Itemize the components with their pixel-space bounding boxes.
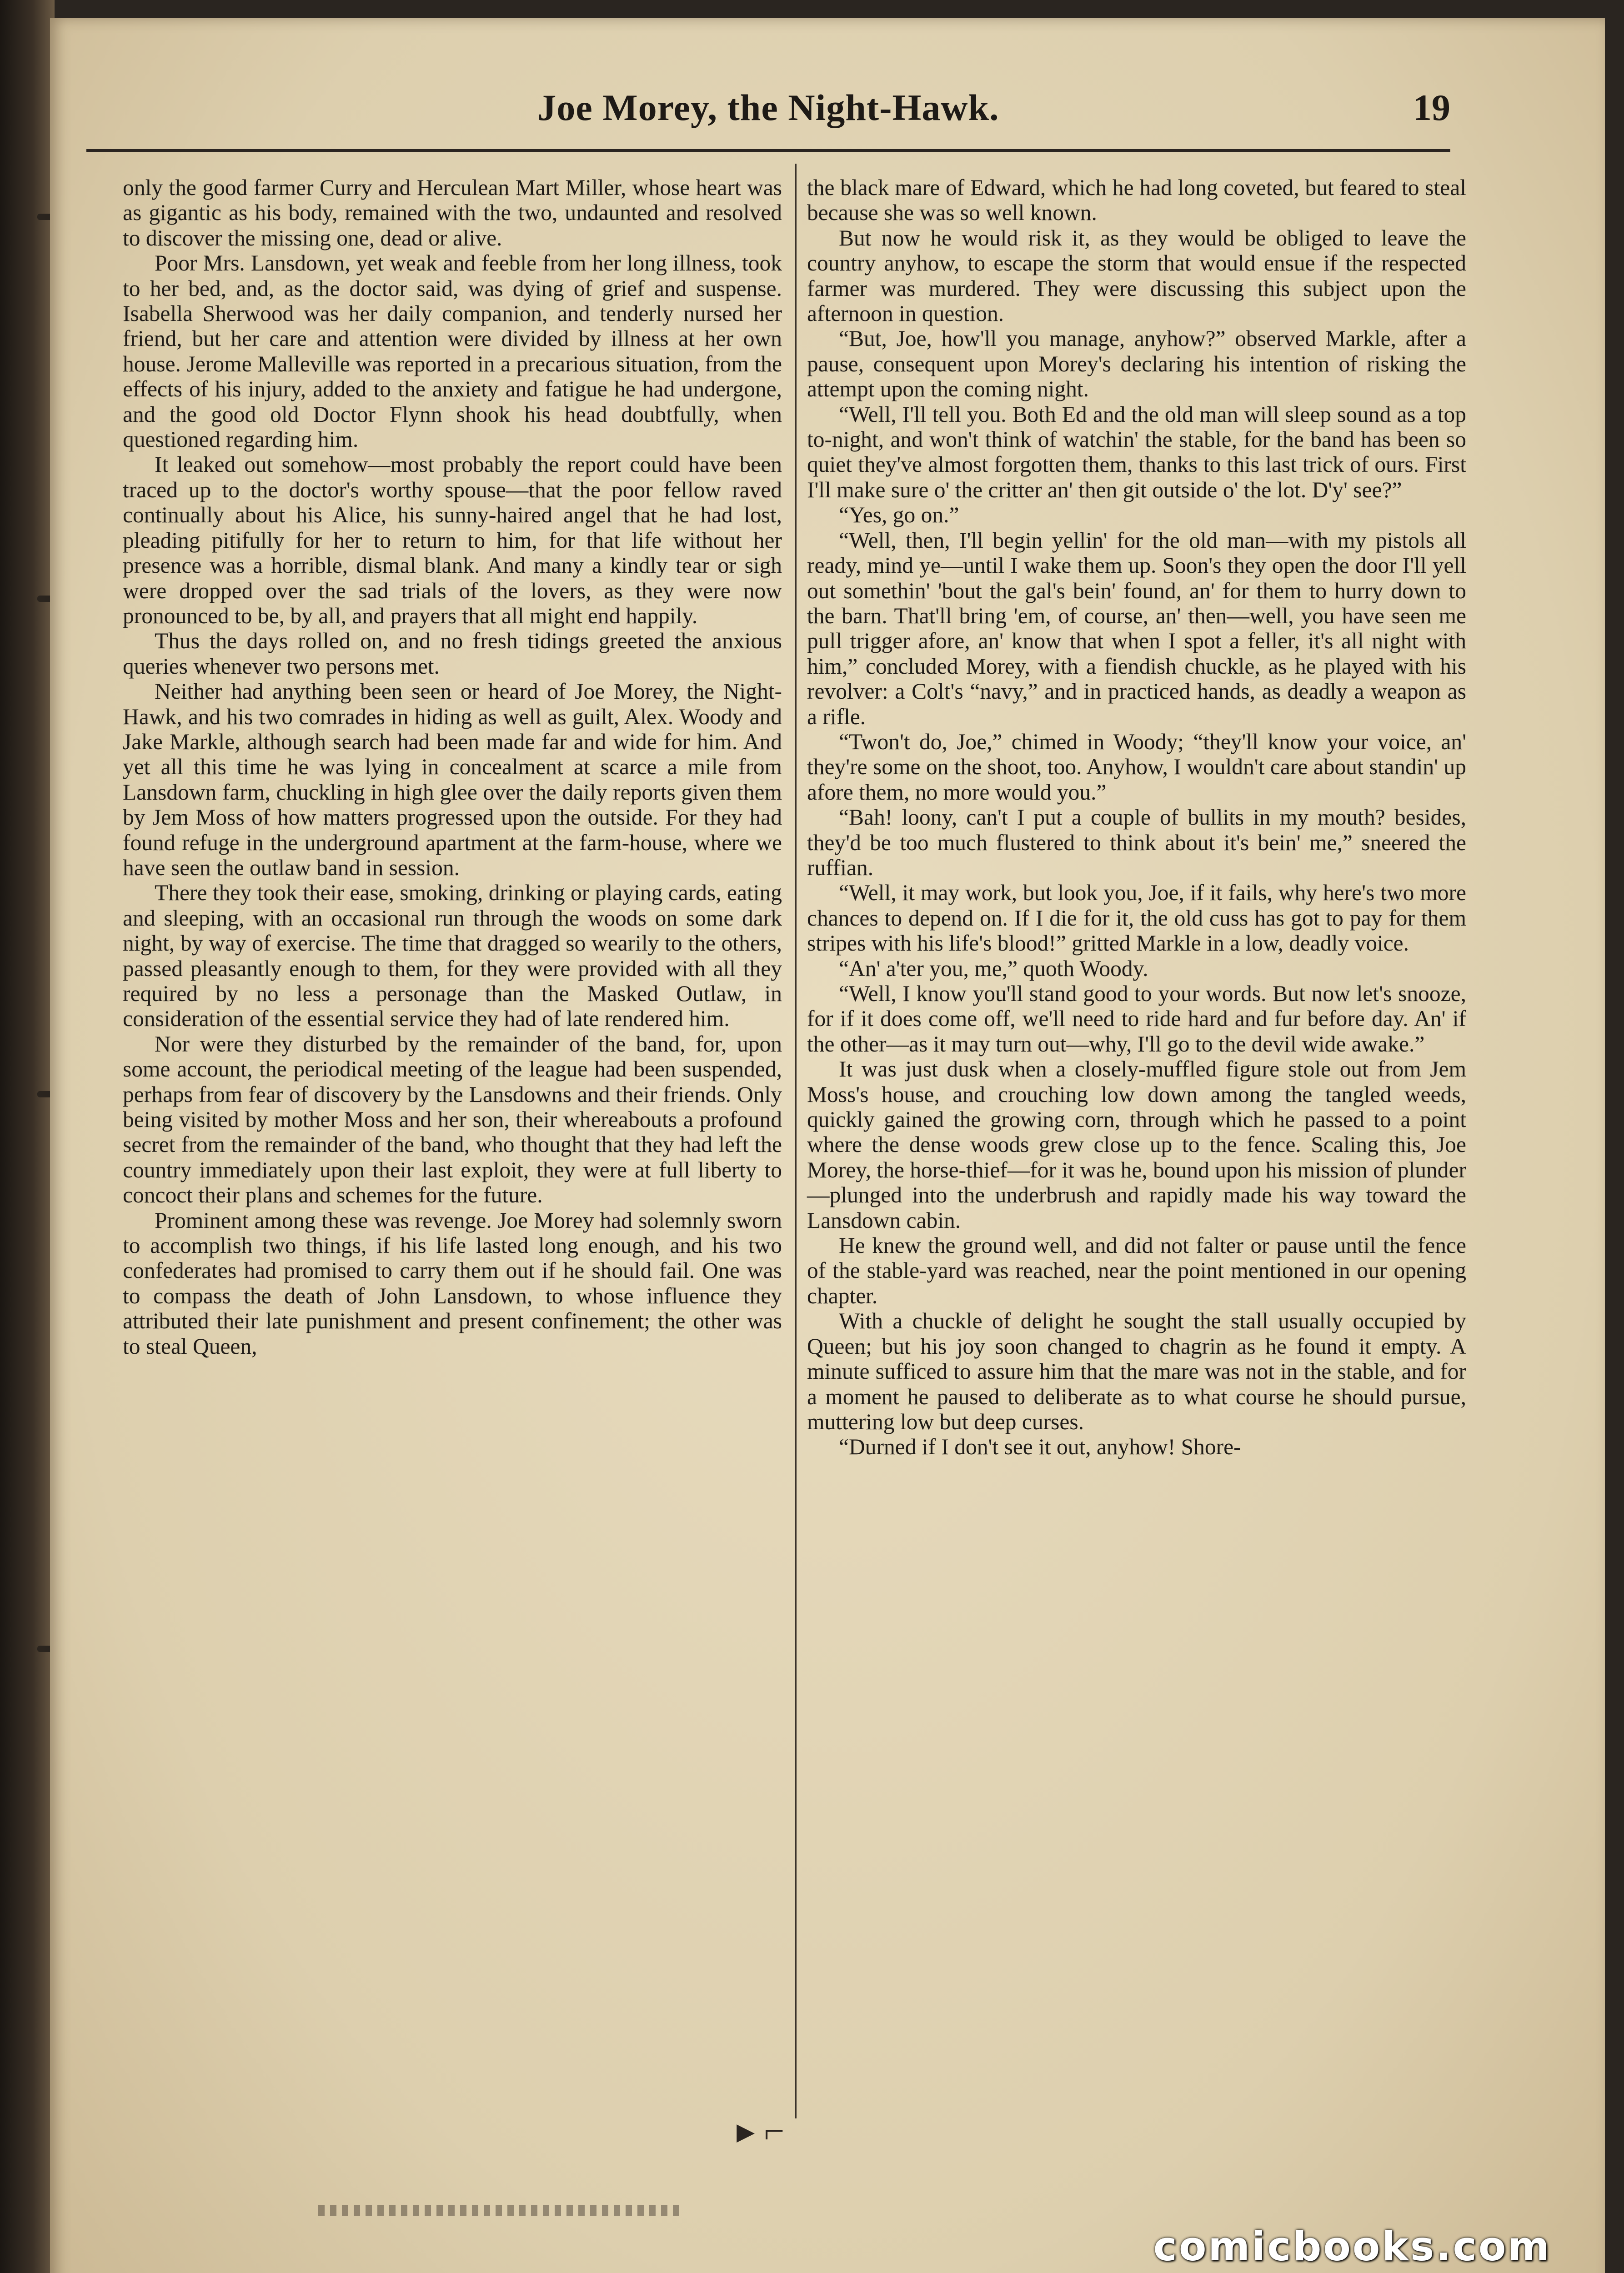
paragraph: Prominent among these was revenge. Joe Morey had solemnly sworn to accomplish two things, if his life lasted long enough, and his two confederates had promised to carry them out if he should fail. One was to compass the death of John Lansdown, to whose influence they attributed their late punishment and present confinement; the other was to steal Queen,: [123, 1207, 782, 1359]
watermark: comicbooks.com: [1153, 2223, 1551, 2270]
printer-mark: ▸ ⌐: [737, 2111, 785, 2151]
header-rule: [86, 149, 1450, 152]
paragraph: He knew the ground well, and did not falter or pause until the fence of the stable-yard was reached, near the point mentioned in our opening chapter.: [807, 1233, 1466, 1308]
page-header: [86, 68, 1450, 145]
paragraph: Poor Mrs. Lansdown, yet weak and feeble from her long illness, took to her bed, and, as the doctor said, was dying of grief and suspense. Isabella Sherwood was her daily companion, and tenderly nursed her friend, but her care and attention were divided by illness at her own house. Jerome Malleville was reported in a precarious situation, from the effects of his injury, added to the anxiety and fatigue he had undergone, and the good old Doctor Flynn shook his head doubtfully, when questioned regarding him.: [123, 250, 782, 452]
paragraph: But now he would risk it, as they would be obliged to leave the country anyhow, to escape the storm that would ensue if the respected farmer was murdered. They were discussing this subject upon the afternoon in question.: [807, 225, 1466, 326]
paragraph: There they took their ease, smoking, drinking or playing cards, eating and sleeping, with an occasional run through the woods on some dark night, by way of exercise. The time that dragged so wearily to the others, passed pleasantly enough to them, for they were provided with all they required by no less a personage than the Masked Outlaw, in consideration of the essential service they had of late rendered him.: [123, 880, 782, 1031]
paragraph: “An' a'ter you, me,” quoth Woody.: [839, 956, 1148, 981]
paragraph: “Durned if I don't see it out, anyhow! Shore-: [839, 1434, 1241, 1460]
paragraph: “Yes, go on.”: [839, 502, 959, 528]
paragraph: “But, Joe, how'll you manage, anyhow?” observed Markle, after a pause, consequent upon Morey's declaring his intention of risking the attempt upon the coming night.: [807, 326, 1466, 402]
faded-imprint: [318, 2205, 682, 2216]
paragraph: “Well, then, I'll begin yellin' for the old man—with my pistols all ready, mind ye—until I wake them up. Soon's they open the door I'll yell out somethin' 'bout the gal's bein' found, an' for them to hurry down to the barn. That'll bring 'em, of course, an' then—well, you have seen me pull trigger afore, an' know that when I spot a feller, it's all night with him,” concluded Morey, with a fiendish chuckle, as he played with his revolver: a Colt's “navy,” and in practiced hands, as deadly a weapon as a rifle.: [807, 527, 1466, 729]
paragraph: “Twon't do, Joe,” chimed in Woody; “they'll know your voice, an' they're some on the shoot, too. Anyhow, I wouldn't care about standin' up afore them, no more would you.”: [807, 729, 1466, 805]
paragraph: With a chuckle of delight he sought the stall usually occupied by Queen; but his joy soon changed to chagrin as he found it empty. A minute sufficed to assure him that the mare was not in the stable, and for a moment he paused to deliberate as to what course he should pursue, muttering low but deep curses.: [807, 1308, 1466, 1434]
paragraph: “Bah! loony, can't I put a couple of bullits in my mouth? besides, they'd be too much flustered to think about it's bein' me,” sneered the ruffian.: [807, 805, 1466, 880]
column-divider: [795, 164, 797, 2118]
right-column: [807, 175, 1466, 1460]
running-title: Joe Morey, the Night-Hawk.: [537, 87, 999, 128]
paragraph: Neither had anything been seen or heard of Joe Morey, the Night-Hawk, and his two comrades in hiding as well as guilt, Alex. Woody and Jake Markle, although search had been made far and wide for him. And yet all this time he was lying in concealment at scarce a mile from Lansdown farm, chuckling in high glee over the daily reports given them by Jem Moss of how matters progressed upon the outside. For they had found refuge in the underground apartment at the farm-house, where we have seen the outlaw band in session.: [123, 679, 782, 880]
book-spine: [0, 0, 55, 2273]
left-column: [123, 175, 782, 1359]
paragraph: It leaked out somehow—most probably the report could have been traced up to the doctor's worthy spouse—that the poor fellow raved continually about his Alice, his sunny-haired angel that he had lost, pleading pitifully for her to return to him, for that life without her presence was a horrible, dismal blank. And many a kindly tear or sigh were dropped over the sad trials of the lovers, as they were now pronounced to be, by all, and prayers that all might end happily.: [123, 452, 782, 628]
paragraph: “Well, it may work, but look you, Joe, if it fails, why here's two more chances to depend on. If I die for it, the old cuss has got to pay for them stripes with his life's blood!” gritted Markle in a low, deadly voice.: [807, 880, 1466, 956]
page-number: 19: [1413, 87, 1450, 128]
paragraph: “Well, I'll tell you. Both Ed and the old man will sleep sound as a top to-night, and won't think of watchin' the stable, for the band has been so quiet they've almost forgotten them, thanks to this last trick of ours. First I'll make sure o' the critter an' then git outside o' the lot. D'y' see?”: [807, 401, 1466, 502]
paragraph: It was just dusk when a closely-muffled figure stole out from Jem Moss's house, and crouching low down among the tangled weeds, quickly gained the growing corn, through which he passed to a point where the dense woods grew close up to the fence. Scaling this, Joe Morey, the horse-thief—for it was he, bound upon his mission of plunder—plunged into the underbrush and rapidly made his way toward the Lansdown cabin.: [807, 1056, 1466, 1233]
paragraph: only the good farmer Curry and Herculean Mart Miller, whose heart was as gigantic as his body, remained with the two, undaunted and resolved to discover the missing one, dead or alive.: [123, 175, 782, 250]
paragraph: Nor were they disturbed by the remainder of the band, for, upon some account, the periodical meeting of the league had been suspended, perhaps from fear of discovery by the Lansdowns and their friends. Only being visited by mother Moss and her son, their whereabouts a profound secret from the remainder of the band, who thought that they had left the country immediately upon their last exploit, they were at full liberty to concoct their plans and schemes for the future.: [123, 1031, 782, 1208]
paragraph: “Well, I know you'll stand good to your words. But now let's snooze, for if it does come off, we'll need to ride hard and fur before day. An' if the other—as it may turn out—why, I'll go to the devil wide awake.”: [807, 981, 1466, 1056]
paragraph: the black mare of Edward, which he had long coveted, but feared to steal because she was so well known.: [807, 175, 1466, 225]
paragraph: Thus the days rolled on, and no fresh tidings greeted the anxious queries whenever two persons met.: [123, 628, 782, 679]
